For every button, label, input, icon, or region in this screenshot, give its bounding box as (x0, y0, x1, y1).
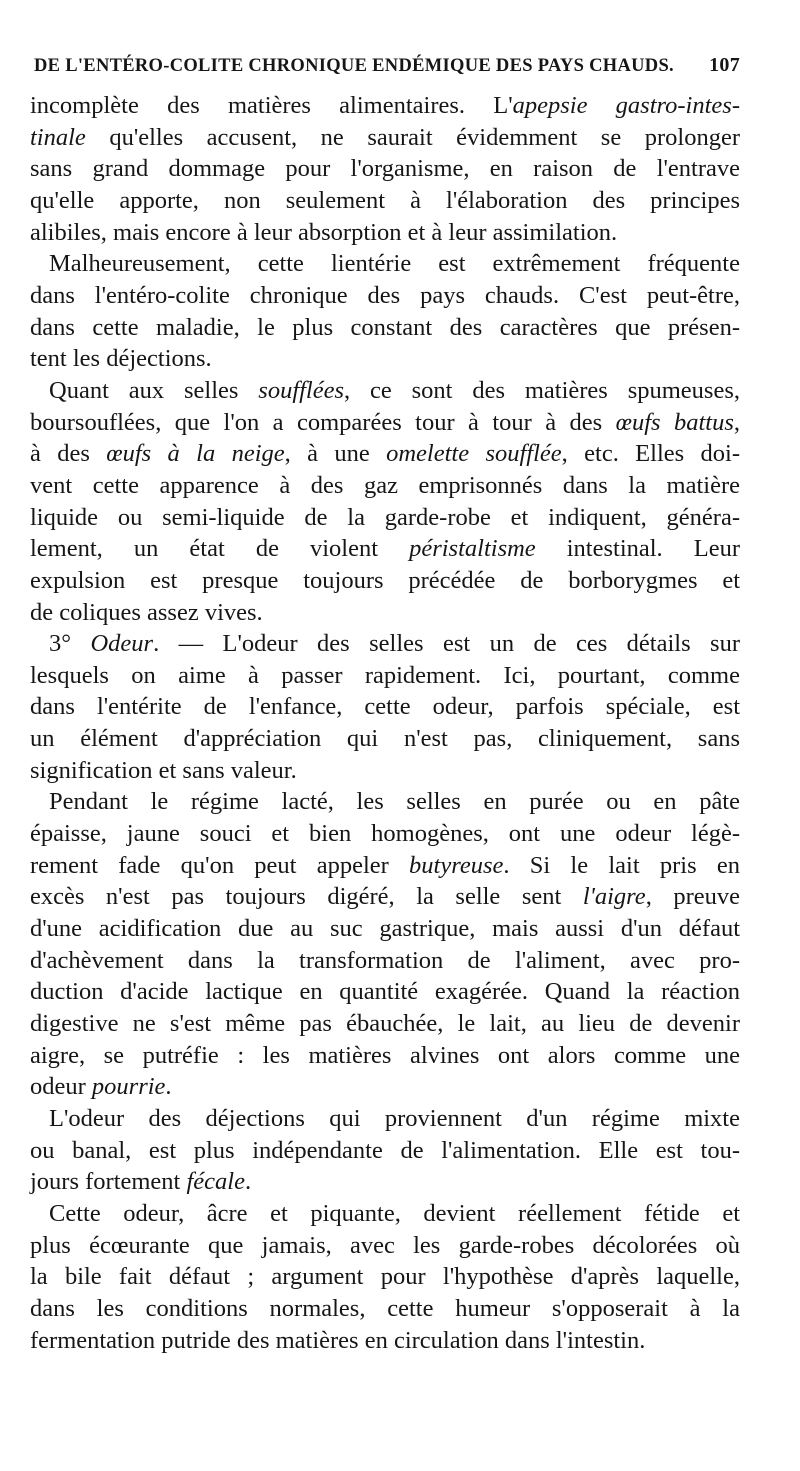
text-line (30, 786, 740, 818)
text-segment: expulsion est presque toujours précédée de borborygmes et (30, 566, 740, 594)
text-segment: dans l'entérite de l'enfance, cette odeur, parfois spéciale, est (30, 693, 740, 721)
text-segment: . (245, 1168, 252, 1196)
text-segment: , à une (284, 440, 387, 468)
text-line (30, 122, 740, 154)
italic-term: butyreuse (409, 851, 504, 879)
text-line (30, 502, 740, 534)
text-line (30, 280, 740, 312)
text-line (30, 1293, 740, 1325)
text-line (30, 90, 740, 122)
text-segment: un élément d'appréciation qui n'est pas, cliniquement, sans (30, 725, 740, 753)
text-segment: Malheureusement, cette lientérie est extrêmement fréquente (49, 250, 740, 278)
text-line (30, 1261, 740, 1293)
text-line (30, 248, 740, 280)
text-line (30, 755, 740, 787)
text-line (30, 1135, 740, 1167)
text-line (30, 1071, 740, 1103)
italic-term: Odeur (90, 630, 154, 658)
text-line (30, 470, 740, 502)
text-segment: la bile fait défaut ; argument pour l'hypothèse d'après laquelle, (30, 1263, 740, 1291)
page-number: 107 (709, 54, 740, 76)
text-line (30, 312, 740, 344)
text-line (30, 1008, 740, 1040)
text-line (30, 153, 740, 185)
text-line (30, 565, 740, 597)
italic-term: soufflées (258, 376, 345, 404)
text-segment: , etc. Elles doi- (561, 440, 740, 468)
running-title: DE L'ENTÉRO-COLITE CHRONIQUE ENDÉMIQUE DES PAYS CHAUDS. (34, 56, 674, 76)
text-segment: intestinal. Leur (535, 535, 740, 563)
text-line (30, 660, 740, 692)
text-segment: Quant aux selles (49, 376, 259, 404)
text-segment: jours fortement (30, 1168, 187, 1196)
text-line (30, 913, 740, 945)
text-line (30, 597, 740, 629)
text-line (30, 438, 740, 470)
text-segment: rement fade qu'on peut appeler (30, 851, 410, 879)
text-segment: sans grand dommage pour l'organisme, en raison de l'entrave (30, 155, 740, 183)
text-segment: à des (30, 440, 107, 468)
text-line (30, 945, 740, 977)
text-segment: excès n'est pas toujours digéré, la selle sent (30, 883, 583, 911)
text-line (30, 375, 740, 407)
text-segment: . (165, 1073, 172, 1101)
text-segment: fermentation putride des matières en circulation dans l'intestin. (30, 1326, 646, 1354)
text-segment: aigre, se putréfie : les matières alvines ont alors comme une (30, 1041, 740, 1069)
text-segment: dans l'entéro-colite chronique des pays chauds. C'est peut-être, (30, 281, 740, 309)
text-line (30, 1040, 740, 1072)
text-line (30, 1198, 740, 1230)
text-line (30, 1325, 740, 1357)
body-text (30, 90, 740, 1356)
text-segment: qu'elle apporte, non seulement à l'élaboration des principes (30, 186, 740, 214)
italic-term: omelette soufflée (386, 440, 562, 468)
text-line (30, 628, 740, 660)
text-line (30, 533, 740, 565)
text-segment: , ce sont des matières spumeuses, (344, 376, 740, 404)
text-line (30, 1166, 740, 1198)
italic-term: apepsie gastro-intes- (512, 92, 740, 119)
text-line (30, 976, 740, 1008)
text-segment: vent cette apparence à des gaz emprisonnés dans la matière (30, 471, 740, 499)
text-line (30, 407, 740, 439)
text-segment: liquide ou semi-liquide de la garde-robe et indiquent, généra- (30, 503, 740, 531)
text-line (30, 217, 740, 249)
text-segment: L'odeur des déjections qui proviennent d'un régime mixte (49, 1105, 740, 1132)
text-segment: signification et sans valeur. (30, 756, 297, 784)
text-segment: , preuve (645, 883, 740, 911)
text-line (30, 818, 740, 850)
italic-term: œufs battus (615, 408, 734, 436)
text-segment: alibiles, mais encore à leur absorption et à leur assimilation. (30, 218, 618, 246)
text-segment: ou banal, est plus indépendante de l'alimentation. Elle est tou- (30, 1136, 740, 1164)
text-line (30, 881, 740, 913)
italic-term: œufs à la neige (106, 440, 285, 468)
running-header (34, 54, 740, 77)
text-segment: lesquels on aime à passer rapidement. Ici, pourtant, comme (30, 661, 740, 689)
italic-term: pourrie (91, 1073, 166, 1101)
text-segment: plus écœurante que jamais, avec les garde-robes décolorées où (30, 1231, 740, 1259)
text-line (30, 343, 740, 375)
text-line (30, 691, 740, 723)
text-segment: dans les conditions normales, cette humeur s'opposerait à la (30, 1294, 740, 1322)
italic-term: l'aigre (582, 883, 646, 911)
text-segment: d'une acidification due au suc gastrique, mais aussi d'un défaut (30, 915, 740, 943)
text-line (30, 185, 740, 217)
text-segment: digestive ne s'est même pas ébauchée, le lait, au lieu de devenir (30, 1010, 740, 1038)
text-segment: 3° (49, 630, 91, 658)
text-segment: lement, un état de violent (30, 535, 410, 563)
italic-term: tinale (30, 123, 86, 151)
italic-term: péristaltisme (409, 535, 536, 563)
text-line (30, 1103, 740, 1135)
text-line (30, 850, 740, 882)
text-segment: Pendant le régime lacté, les selles en purée ou en pâte (49, 788, 740, 816)
text-segment: duction d'acide lactique en quantité exagérée. Quand la réaction (30, 978, 740, 1006)
italic-term: fécale (186, 1168, 245, 1196)
text-segment: dans cette maladie, le plus constant des caractères que présen- (30, 313, 740, 341)
text-segment: boursouflées, que l'on a comparées tour à tour à des (30, 408, 616, 436)
text-segment: de coliques assez vives. (30, 598, 263, 626)
text-segment: qu'elles accusent, ne saurait évidemment se prolonger (85, 123, 740, 151)
text-segment: . Si le lait pris en (503, 851, 740, 879)
text-line (30, 1230, 740, 1262)
text-segment: épaisse, jaune souci et bien homogènes, ont une odeur légè- (30, 820, 740, 848)
text-segment: , (733, 408, 740, 436)
text-segment: . — L'odeur des selles est un de ces détails sur (153, 630, 740, 658)
text-segment: d'achèvement dans la transformation de l'aliment, avec pro- (30, 946, 740, 974)
text-segment: odeur (30, 1073, 92, 1101)
text-segment: Cette odeur, âcre et piquante, devient réellement fétide et (49, 1199, 740, 1227)
text-segment: incomplète des matières alimentaires. L' (30, 92, 513, 119)
text-line (30, 723, 740, 755)
text-segment: tent les déjections. (30, 345, 212, 373)
